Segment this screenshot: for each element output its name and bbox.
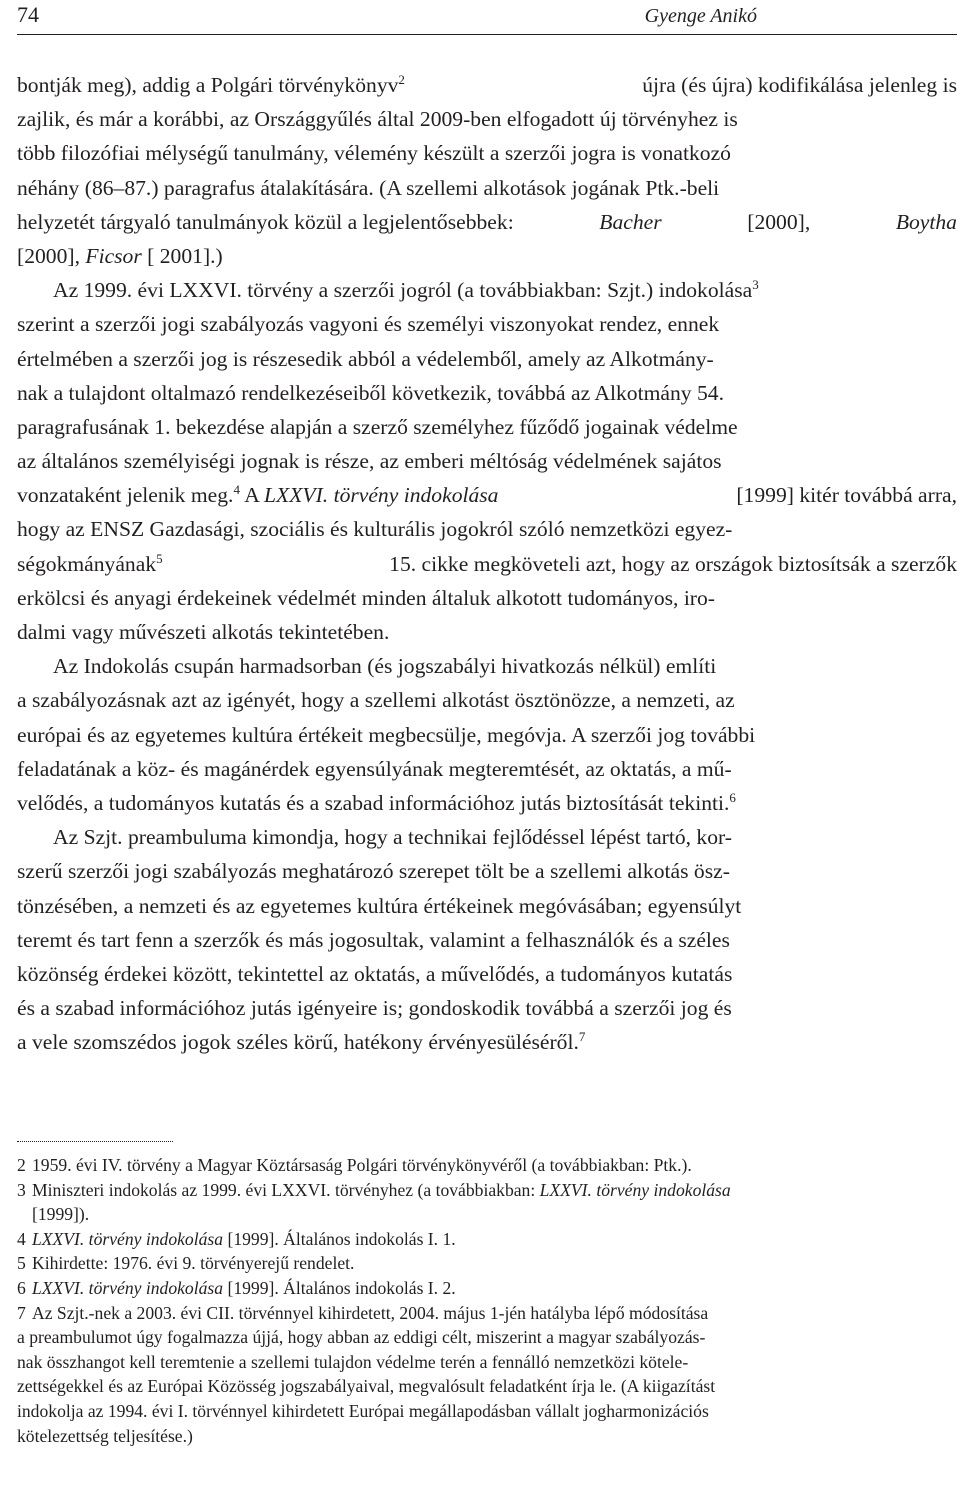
text-line [17,273,957,307]
text-segment: zajlik, és már a korábbi, az Országgyűlés által 2009-ben elfogadott új törvényhez is [17,107,738,132]
text-segment: a szabályozásnak azt az igényét, hogy a szellemi alkotást ösztönözze, a nemzeti, az [17,688,735,713]
page-number: 74 [17,2,39,27]
cited-work: LXXVI. törvény indokolása [32,1228,224,1249]
footnote-item [17,1153,957,1178]
running-head: Gyenge Anikó [644,5,757,27]
footnote-number: 2 [17,1155,26,1175]
footnote-ref: 7 [578,1029,586,1045]
text-segment: A [244,483,259,508]
footnote-number: 4 [17,1228,26,1249]
text-segment: dalmi vagy művészeti alkotás tekintetében. [17,620,390,644]
text-line [17,410,957,444]
footnote-continuation [17,1202,957,1227]
text-segment: az általános személyiségi jognak is része, az emberi méltóság védelmének sajátos [17,449,722,474]
text-line [17,1025,957,1059]
footnote-ref: 3 [752,277,759,293]
footnote-text: Kihirdette: 1976. évi 9. törvényerejű rendelet. [32,1253,355,1274]
text-line [17,239,957,273]
text-line [17,136,957,170]
text-line [17,786,957,820]
text-line [17,718,957,752]
footnote-continuation [17,1374,957,1399]
text-line [17,820,957,854]
footnote-ref: 4 [233,482,240,498]
footnote-number: 7 [17,1302,26,1323]
text-line [17,478,957,512]
footnote-text: zettségekkel és az Európai Közösség jogszabályaival, megvalósult feladatként írja le. (A kiigazítást [17,1376,716,1397]
text-line [17,205,957,239]
text-segment: közönség érdekei között, tekintettel az oktatás, a művelődés, a tudományos kutatás [17,961,733,986]
footnote-text: kötelezettség teljesítése.) [17,1425,193,1446]
text-segment: és a szabad információhoz jutás igényeire is; gondoskodik továbbá a szerzői jog és [17,996,732,1021]
footnote-continuation [17,1424,957,1449]
text-segment: Az Szjt. preambuluma kimondja, hogy a technikai fejlődéssel lépést tartó, kor- [53,825,732,850]
text-segment: [2000], [747,209,811,234]
text-line [17,889,957,923]
text-segment: hogy az ENSZ Gazdasági, szociális és kulturális jogokról szóló nemzetközi egyez- [17,517,733,542]
text-segment: [1999] kitér továbbá arra, [736,483,957,508]
footnote-number: 5 [17,1253,26,1274]
text-line [17,512,957,546]
cited-work: LXXVI. törvény indokolása [264,483,499,508]
cited-work: LXXVI. törvény indokolása [539,1179,731,1200]
footnote-item [17,1178,957,1203]
author-name: Ficsor [85,243,142,268]
text-segment: újra (és újra) kodifikálása jelenleg is [642,73,957,97]
footnote-text: Miniszteri indokolás az 1999. évi LXXVI. törvényhez (a továbbiakban: [32,1179,536,1200]
text-segment: ségokmányának [17,551,157,576]
text-segment: nak a tulajdont oltalmazó rendelkezéseiből következik, továbbá az Alkotmány 54. [17,380,724,405]
footnote-text: [1999]. Általános indokolás I. 2. [227,1277,456,1298]
text-segment: több filozófiai mélységű tanulmány, vélemény készült a szerzői jogra is vonatkozó [17,141,731,166]
footnote-continuation [17,1399,957,1424]
text-segment: szerint a szerzői jogi szabályozás vagyoni és személyi viszonyokat rendez, ennek [17,312,720,337]
footnote-continuation [17,1325,957,1350]
text-line [17,649,957,683]
footnote-text: a preambulumot úgy fogalmazza újjá, hogy abban az eddigi célt, miszerint a magyar szabályozás- [17,1327,706,1348]
text-line [17,547,957,581]
text-line [17,581,957,615]
text-line [17,991,957,1025]
text-segment: a vele szomszédos jogok széles körű, hatékony érvényesüléséről. [17,1030,579,1055]
text-line [17,171,957,205]
footnote-item [17,1301,957,1326]
footnote-text: Az Szjt.-nek a 2003. évi CII. törvénnyel kihirdetett, 2004. május 1-jén hatályba lépő módosítása [32,1302,709,1323]
text-segment: értelmében a szerzői jog is részesedik abból a védelemből, amely az Alkotmány- [17,346,714,371]
text-line [17,68,957,102]
text-line [17,342,957,376]
author-name: Boytha [895,209,957,234]
text-line [17,444,957,478]
text-segment: tönzésében, a nemzeti és az egyetemes kultúra értékeinek megóvásában; egyensúlyt [17,893,742,918]
footnote-ref: 5 [156,550,163,566]
text-segment: paragrafusának 1. bekezdése alapján a szerző személyhez fűződő jogainak védelme [17,414,738,439]
page-header [17,0,957,35]
text-segment: szerű szerzői jogi szabályozás meghatározó szerepet tölt be a szellemi alkotás ösz- [17,859,730,884]
footnote-number: 3 [17,1179,26,1200]
text-segment: feladatának a köz- és magánérdek egyensúlyának megteremtését, az oktatás, a mű- [17,756,732,781]
text-segment: helyzetét tárgyaló tanulmányok közül a legjelentősebbek: [17,209,514,234]
text-segment: Az Indokolás csupán harmadsorban (és jogszabályi hivatkozás nélkül) említi [53,654,717,679]
footnote-text: 1959. évi IV. törvény a Magyar Köztársaság Polgári törvénykönyvéről (a továbbiakban: Ptk.). [32,1155,692,1175]
text-segment: teremt és tart fenn a szerzők és más jogosultak, valamint a felhasználók és a széles [17,927,730,952]
text-line [17,957,957,991]
author-name: Bacher [599,209,662,234]
footnote-ref: 2 [398,72,405,88]
footnotes [17,1153,957,1448]
text-segment: Az 1999. évi LXXVI. törvény a szerzői jogról (a továbbiakban: Szjt.) indokolása [53,278,753,303]
text-segment: [2000], [17,243,80,268]
text-segment: európai és az egyetemes kultúra értékeit megbecsülje, megóvja. A szerzői jog további [17,722,756,747]
footnote-number: 6 [17,1277,26,1298]
footnote-separator [17,1141,173,1142]
text-line [17,102,957,136]
footnote-item [17,1227,957,1252]
text-segment: bontják meg), addig a Polgári törvénykönyv [17,73,399,97]
cited-work: LXXVI. törvény indokolása [32,1277,224,1298]
text-segment: velődés, a tudományos kutatás és a szabad információhoz jutás biztosítását tekinti. [17,790,730,815]
footnote-continuation [17,1350,957,1375]
text-line [17,683,957,717]
footnote-text: nak összhangot kell teremtenie a szellemi tulajdon védelme terén a fennálló nemzetközi kötele- [17,1351,689,1372]
text-line [17,376,957,410]
text-line [17,752,957,786]
footnote-ref: 6 [729,790,736,806]
footnote-text: [1999]). [32,1204,90,1225]
text-line [17,615,957,649]
text-line [17,854,957,888]
text-line [17,923,957,957]
footnote-text: indokolja az 1994. évi I. törvénnyel kihirdetett Európai megállapodásban vállalt jogharmonizációs [17,1400,709,1421]
footnote-item [17,1251,957,1276]
text-line [17,307,957,341]
text-segment: vonzataként jelenik meg. [17,483,234,508]
text-segment: [ 2001].) [147,243,223,268]
footnote-item [17,1276,957,1301]
text-segment: 15. cikke megköveteli azt, hogy az országok biztosítsák a szerzők [389,551,957,576]
main-text [17,68,957,1059]
text-segment: néhány (86–87.) paragrafus átalakítására. (A szellemi alkotások jogának Ptk.-beli [17,175,720,200]
footnote-text: [1999]. Általános indokolás I. 1. [227,1228,456,1249]
text-segment: erkölcsi és anyagi érdekeinek védelmét minden általuk alkotott tudományos, iro- [17,585,715,610]
